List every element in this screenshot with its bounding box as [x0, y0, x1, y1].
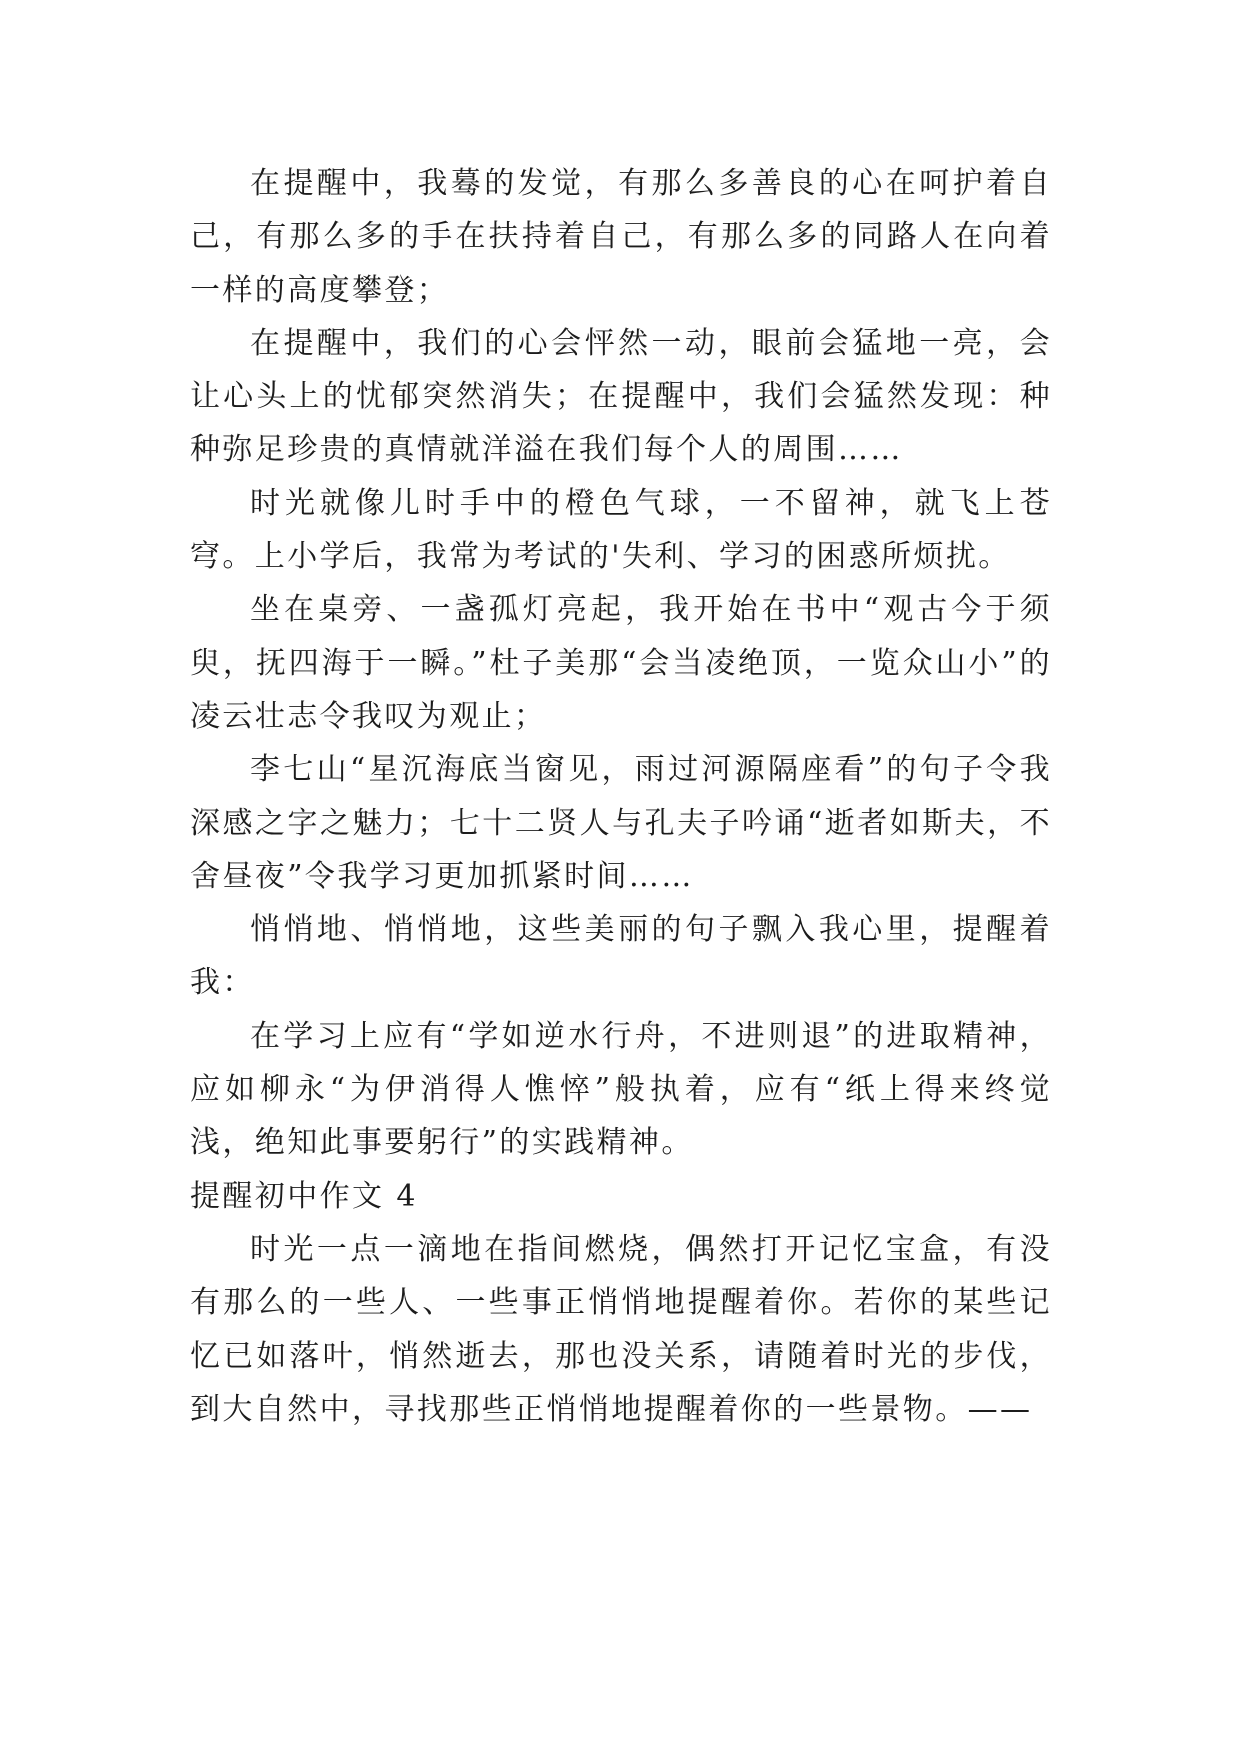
paragraph-3: 时光就像儿时手中的橙色气球，一不留神，就飞上苍穹。上小学后，我常为考试的'失利、学习的困惑所烦扰。 [190, 485, 1052, 575]
paragraph-6: 悄悄地、悄悄地，这些美丽的句子飘入我心里，提醒着我： [190, 912, 1052, 1001]
paragraph-5: 李七山“星沉海底当窗见，雨过河源隔座看”的句子令我深感之字之魅力；七十二贤人与孔夫子吟诵“逝者如斯夫，不舍昼夜”令我学习更加抓紧时间…… [190, 752, 1052, 894]
paragraph-1: 在提醒中，我蓦的发觉，有那么多善良的心在呵护着自己，有那么多的手在扶持着自己，有那么多的同路人在向着一样的高度攀登； [190, 166, 1052, 308]
paragraph-7: 在学习上应有“学如逆水行舟，不进则退”的进取精神，应如柳永“为伊消得人憔悴”般执着，应有“纸上得来终觉浅，绝知此事要躬行”的实践精神。 [190, 1018, 1052, 1161]
paragraph-2: 在提醒中，我们的心会怦然一动，眼前会猛地一亮，会让心头上的忧郁突然消失；在提醒中，我们会猛然发现：种种弥足珍贵的真情就洋溢在我们每个人的周围…… [190, 325, 1052, 468]
paragraph-final: 时光一点一滴地在指间燃烧，偶然打开记忆宝盒，有没有那么的一些人、一些事正悄悄地提醒着你。若你的某些记忆已如落叶，悄然逝去，那也没关系，请随着时光的步伐，到大自然中，寻找那些正悄悄地提醒着你的一些景物。—— [190, 1231, 1052, 1427]
document-body [190, 157, 1052, 1436]
paragraph-4: 坐在桌旁、一盏孤灯亮起，我开始在书中“观古今于须臾，抚四海于一瞬。”杜子美那“会当凌绝顶，一览众山小”的凌云壮志令我叹为观止； [190, 592, 1052, 734]
section-heading: 提醒初中作文 4 [190, 1178, 418, 1214]
